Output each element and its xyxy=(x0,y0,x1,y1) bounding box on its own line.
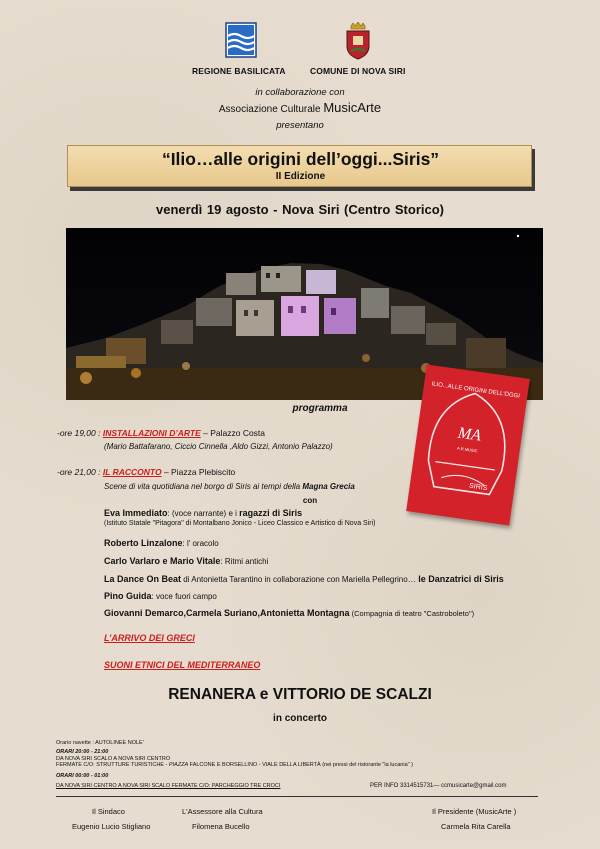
association-prefix: Associazione Culturale xyxy=(218,104,321,115)
cast-dance-name: La Dance On Beat xyxy=(104,574,182,584)
cast-eva-bold2: ragazzi di Siris xyxy=(239,508,303,518)
item1-artists: (Mario Battafarano, Ciccio Cinnella ,Aldo Gizzi, Antonio Palazzo) xyxy=(104,442,333,451)
association-line xyxy=(0,100,600,115)
event-edition: II Edizione xyxy=(275,171,326,182)
presidente-title: Il Presidente (MusicArte ) xyxy=(432,807,517,816)
assessore-title: L'Assessore alla Cultura xyxy=(182,807,263,816)
cast-dance-role: di Antonietta Tarantino in collaborazione con Mariella Pellegrino… xyxy=(181,575,416,584)
footer-divider xyxy=(56,796,538,797)
cast-eva-role: : (voce narrante) e i xyxy=(167,509,240,518)
info-contact[interactable]: PER INFO 3314515731— ccmusicarte@gmail.com xyxy=(370,783,507,789)
arrivo-greci-link[interactable]: L’ARRIVO DEI GRECI xyxy=(104,633,195,643)
suoni-etnici-link[interactable]: SUONI ETNICI DEL MEDITERRANEO xyxy=(104,660,261,670)
regione-basilicata-label: REGIONE BASILICATA xyxy=(192,66,286,76)
cast-roberto-role: : l' oracolo xyxy=(182,539,219,548)
item2-place: – Piazza Plebiscito xyxy=(161,467,236,477)
comune-nova-siri-label: COMUNE DI NOVA SIRI xyxy=(310,66,406,76)
badge-small-text: A.R.MUSIC xyxy=(456,445,478,454)
route-2: DA NOVA SIRI CENTRO A NOVA SIRI SCALO FERMATE C/O: PARCHEGGIO TRE CROCI xyxy=(56,783,281,789)
helmet-logo-icon xyxy=(406,364,530,525)
badge-bottom-text: SIRIS xyxy=(468,482,488,493)
cast-carlo-name: Carlo Varlaro e Mario Vitale xyxy=(104,556,221,566)
fermate-1 xyxy=(56,762,413,768)
cast-pino-role: : voce fuori campo xyxy=(151,592,217,601)
cast-dance-bold2: le Danzatrici di Siris xyxy=(415,574,504,584)
programma-label: programma xyxy=(292,403,348,414)
comune-nova-siri-crest-icon xyxy=(343,22,373,60)
fermate-1-a: FERMATE C/O: STRUTTURE TURISTICHE - xyxy=(56,762,169,768)
item2-time: -ore 21,00 : xyxy=(57,467,101,477)
event-title: “Ilio…alle origini dell’oggi...Siris” xyxy=(161,149,440,169)
route-1: DA NOVA SIRI SCALO A NOVA SIRI CENTRO xyxy=(56,756,171,762)
fermate-1-b: PIAZZA xyxy=(168,762,189,768)
program-item-installazioni xyxy=(57,428,265,438)
item1-title[interactable]: INSTALLAZIONI D’ARTE xyxy=(102,428,201,438)
concert-subtitle: in concerto xyxy=(273,713,327,724)
navette-line: Orario navette : AUTOLINEE NOLE' xyxy=(56,740,144,746)
cast-carlo-role: : Ritmi antichi xyxy=(220,557,269,566)
cast-roberto xyxy=(104,538,219,548)
orari-1: ORARI 20:00 - 21:00 xyxy=(56,749,109,755)
sindaco-title: Il Sindaco xyxy=(92,807,125,816)
item1-time: -ore 19,00 : xyxy=(57,428,101,438)
badge-mark: MA xyxy=(456,424,483,445)
cast-eva-name: Eva Immediato xyxy=(104,508,168,518)
fermate-1-c: FALCONE E BORSELLINO - VIALE DELLA LIBERTÀ (nei pressi del ristorante "la lucania" ) xyxy=(188,762,413,768)
orari-2: ORARI 00:00 - 01:00 xyxy=(56,773,109,779)
con-label: con xyxy=(302,496,318,505)
program-item-racconto xyxy=(57,467,235,477)
event-logo-badge xyxy=(406,364,530,525)
concert-headliner: RENANERA e VITTORIO DE SCALZI xyxy=(168,686,432,703)
event-date-location: venerdì 19 agosto - Nova Siri (Centro Storico) xyxy=(156,202,444,217)
event-title-box xyxy=(67,145,532,187)
item1-place: – Palazzo Costa xyxy=(200,428,266,438)
regione-basilicata-emblem-icon xyxy=(225,22,257,58)
cast-eva xyxy=(104,508,302,518)
cast-school: (Istituto Statale "Pitagora" di Montalbano Jonico - Liceo Classico e Artistico di Nova Siri) xyxy=(104,520,376,527)
cast-pino-name: Pino Guida xyxy=(104,591,152,601)
item2-desc-bold: Magna Grecia xyxy=(302,482,355,491)
sindaco-name: Eugenio Lucio Stigliano xyxy=(72,822,151,831)
association-brand: MusicArte xyxy=(323,100,382,115)
collaboration-line: in collaborazione con xyxy=(255,87,345,98)
item2-desc-prefix: Scene di vita quotidiana nel borgo di Siris ai tempi della xyxy=(104,482,303,491)
item2-description xyxy=(104,482,355,491)
cast-giovanni-name: Giovanni Demarco,Carmela Suriano,Antonietta Montagna xyxy=(104,608,350,618)
assessore-name: Filomena Bucello xyxy=(192,822,250,831)
cast-roberto-name: Roberto Linzalone xyxy=(104,538,183,548)
presidente-name: Carmela Rita Carella xyxy=(441,822,511,831)
presentano-line: presentano xyxy=(276,120,324,131)
item2-title[interactable]: IL RACCONTO xyxy=(102,467,162,477)
cast-carlo xyxy=(104,556,268,566)
cast-pino xyxy=(104,591,217,601)
cast-giovanni xyxy=(104,608,474,618)
cast-giovanni-role: (Compagnia di teatro "Castroboleto") xyxy=(349,609,475,618)
badge-top-text: ILIO...ALLE ORIGINI DELL'OGGI xyxy=(431,381,521,400)
cast-dance xyxy=(104,574,504,584)
